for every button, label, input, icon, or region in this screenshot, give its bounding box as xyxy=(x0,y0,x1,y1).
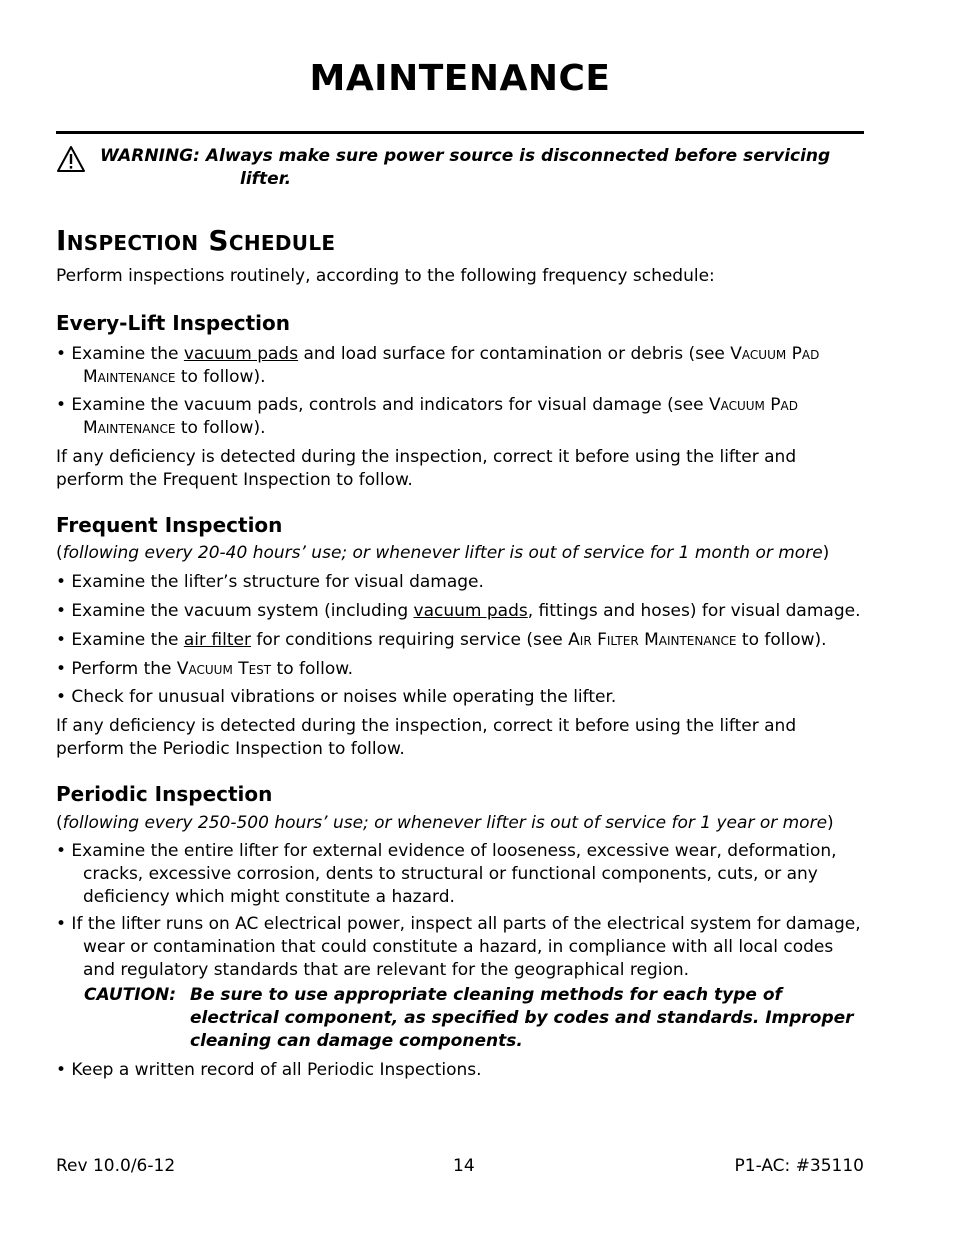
air-filter-link[interactable]: air filter xyxy=(183,630,251,650)
list-item: • Examine the vacuum pads and load surface for contamination or debris (see Vacuum Pad Maintenance to follow). xyxy=(56,344,820,387)
caution-label: CAUTION: xyxy=(84,985,177,1005)
frequent-heading: Frequent Inspection xyxy=(56,513,283,537)
list-item: • Check for unusual vibrations or noises while operating the lifter. xyxy=(56,687,617,707)
list-item: • Examine the vacuum system (including vacuum pads, fittings and hoses) for visual damage. xyxy=(56,601,861,621)
footer-revision: Rev 10.0/6-12 xyxy=(56,1156,176,1176)
list-item: • Examine the entire lifter for external evidence of looseness, excessive wear, deformation, cracks, excessive corrosion, dents to structural or functional components, cuts, or any deficiency which might constitute a hazard. xyxy=(56,841,837,907)
cross-reference: Vacuum Test xyxy=(176,659,272,679)
list-item: • Perform the Vacuum Test to follow. xyxy=(56,659,353,679)
footer-page-number: 14 xyxy=(453,1156,475,1176)
periodic-heading: Periodic Inspection xyxy=(56,782,273,806)
cross-reference: Vacuum Pad Maintenance xyxy=(83,344,820,387)
list-item: • Examine the air filter for conditions requiring service (see Air Filter Maintenance to follow). xyxy=(56,630,827,650)
every-lift-heading: Every-Lift Inspection xyxy=(56,311,291,335)
list-item: • Keep a written record of all Periodic Inspections. xyxy=(56,1060,482,1080)
every-lift-note: If any deficiency is detected during the inspection, correct it before using the lifter and perform the Frequent Inspection to follow. xyxy=(56,447,797,490)
periodic-frequency: (following every 250-500 hours’ use; or whenever lifter is out of service for 1 year or more) xyxy=(56,813,834,833)
list-item: • Examine the lifter’s structure for visual damage. xyxy=(56,572,484,592)
caution-text: Be sure to use appropriate cleaning methods for each type of electrical component, as specified by codes and standards. Improper cleaning can damage components. xyxy=(190,985,854,1051)
warning-triangle-icon xyxy=(56,145,86,173)
footer-model: P1-AC: #35110 xyxy=(734,1156,864,1176)
vacuum-pads-link[interactable]: vacuum pads xyxy=(413,601,528,621)
list-item: • If the lifter runs on AC electrical power, inspect all parts of the electrical system for damage, wear or contamination that could constitute a hazard, in compliance with all local codes and regulatory standards that are relevant for the geographical region. xyxy=(56,914,861,980)
frequent-note: If any deficiency is detected during the inspection, correct it before using the lifter and perform the Periodic Inspection to follow. xyxy=(56,716,797,759)
cross-reference: Vacuum Pad Maintenance xyxy=(83,395,798,438)
cross-reference: Air Filter Maintenance xyxy=(568,630,737,650)
section-intro: Perform inspections routinely, according to the following frequency schedule: xyxy=(56,266,715,286)
section-heading: Inspection Schedule xyxy=(56,224,336,257)
vacuum-pads-link[interactable]: vacuum pads xyxy=(183,344,299,364)
warning-text: WARNING: Always make sure power source is disconnected before servicing xyxy=(100,146,831,166)
list-item: • Examine the vacuum pads, controls and indicators for visual damage (see Vacuum Pad Maintenance to follow). xyxy=(56,395,798,438)
page-title: MAINTENANCE xyxy=(309,58,611,99)
frequent-frequency: (following every 20-40 hours’ use; or whenever lifter is out of service for 1 month or more) xyxy=(56,543,830,563)
title-rule xyxy=(56,131,864,134)
warning-text-cont: lifter. xyxy=(240,169,292,189)
